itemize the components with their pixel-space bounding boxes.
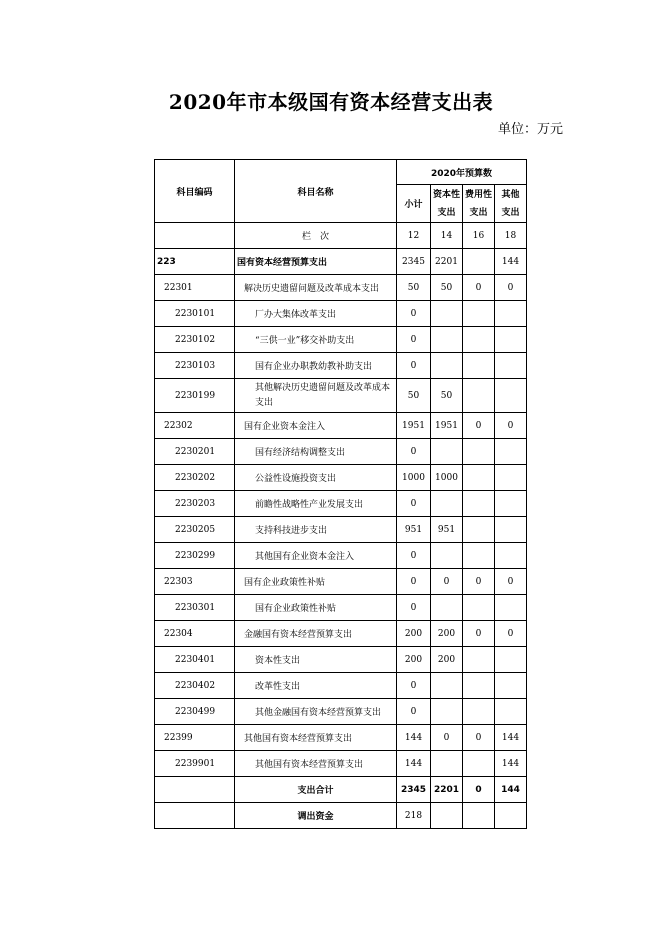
transfer-row-name: 调出资金 (235, 803, 397, 829)
page-title: 2020年市本级国有资本经营支出表 (168, 90, 494, 114)
row-capital: 200 (431, 621, 463, 647)
header-other (495, 185, 527, 223)
table-row (155, 327, 527, 353)
row-expense (463, 517, 495, 543)
row-subtotal: 0 (397, 327, 431, 353)
column-index-c1: 12 (397, 223, 431, 249)
header-capital-line2: 支出 (437, 207, 456, 218)
transfer-row-expense (463, 803, 495, 829)
total-row-capital: 2201 (431, 777, 463, 803)
row-subtotal: 50 (397, 379, 431, 413)
column-index-code (155, 223, 235, 249)
row-other (495, 439, 527, 465)
row-other: 0 (495, 413, 527, 439)
row-expense: 0 (463, 621, 495, 647)
row-other (495, 353, 527, 379)
table-row (155, 379, 527, 413)
row-code: 22301 (155, 275, 235, 301)
row-expense (463, 673, 495, 699)
header-capital (431, 185, 463, 223)
row-other (495, 379, 527, 413)
row-name: 国有经济结构调整支出 (235, 439, 397, 465)
row-name: 其他国有资本经营预算支出 (235, 751, 397, 777)
row-name: 金融国有资本经营预算支出 (235, 621, 397, 647)
header-expense-line2: 支出 (469, 207, 488, 218)
row-name: 国有企业政策性补贴 (235, 569, 397, 595)
header-row-1 (155, 160, 527, 185)
row-name: 其他解决历史遗留问题及改革成本支出 (235, 379, 397, 413)
row-subtotal: 0 (397, 439, 431, 465)
row-subtotal: 1000 (397, 465, 431, 491)
row-name: 公益性设施投资支出 (235, 465, 397, 491)
row-other: 144 (495, 249, 527, 275)
row-expense (463, 249, 495, 275)
row-subtotal: 0 (397, 569, 431, 595)
column-index-c4: 18 (495, 223, 527, 249)
row-capital (431, 439, 463, 465)
row-subtotal: 0 (397, 673, 431, 699)
row-other (495, 699, 527, 725)
row-capital (431, 491, 463, 517)
column-index-label: 栏 次 (235, 223, 397, 249)
row-other (495, 465, 527, 491)
transfer-row-subtotal: 218 (397, 803, 431, 829)
row-other (495, 595, 527, 621)
table-row (155, 595, 527, 621)
row-capital (431, 751, 463, 777)
row-subtotal: 200 (397, 621, 431, 647)
row-code: 2230301 (155, 595, 235, 621)
row-name: 国有企业资本金注入 (235, 413, 397, 439)
row-capital: 0 (431, 725, 463, 751)
row-expense: 0 (463, 725, 495, 751)
row-subtotal: 0 (397, 595, 431, 621)
row-expense (463, 301, 495, 327)
row-expense (463, 543, 495, 569)
row-name: 解决历史遗留问题及改革成本支出 (235, 275, 397, 301)
table-row (155, 517, 527, 543)
row-subtotal: 0 (397, 353, 431, 379)
row-name: “三供一业”移交补助支出 (235, 327, 397, 353)
row-capital (431, 673, 463, 699)
row-capital (431, 699, 463, 725)
row-expense (463, 353, 495, 379)
row-other (495, 491, 527, 517)
row-code: 2230499 (155, 699, 235, 725)
row-code: 2230102 (155, 327, 235, 353)
row-expense: 0 (463, 569, 495, 595)
table-row (155, 439, 527, 465)
row-expense (463, 647, 495, 673)
table-row (155, 647, 527, 673)
row-name: 资本性支出 (235, 647, 397, 673)
row-other: 0 (495, 569, 527, 595)
row-other (495, 543, 527, 569)
row-other (495, 517, 527, 543)
transfer-row-code (155, 803, 235, 829)
row-expense (463, 327, 495, 353)
row-expense (463, 491, 495, 517)
table-row (155, 275, 527, 301)
row-subtotal: 0 (397, 543, 431, 569)
header-other-line2: 支出 (501, 207, 520, 218)
transfer-row (155, 803, 527, 829)
budget-table (154, 159, 527, 829)
row-capital (431, 353, 463, 379)
row-name: 改革性支出 (235, 673, 397, 699)
row-subtotal: 951 (397, 517, 431, 543)
header-name: 科目名称 (235, 160, 397, 223)
table-row (155, 699, 527, 725)
table-row (155, 621, 527, 647)
row-name: 支持科技进步支出 (235, 517, 397, 543)
row-subtotal: 144 (397, 751, 431, 777)
row-code: 2239901 (155, 751, 235, 777)
table-row (155, 413, 527, 439)
table-row (155, 673, 527, 699)
row-code: 2230201 (155, 439, 235, 465)
row-expense (463, 439, 495, 465)
row-code: 2230299 (155, 543, 235, 569)
table-row (155, 249, 527, 275)
table-row (155, 353, 527, 379)
table-row (155, 301, 527, 327)
row-subtotal: 1951 (397, 413, 431, 439)
total-row-expense: 0 (463, 777, 495, 803)
row-subtotal: 200 (397, 647, 431, 673)
row-code: 2230199 (155, 379, 235, 413)
header-budget-group: 2020年预算数 (397, 160, 527, 185)
total-row-other: 144 (495, 777, 527, 803)
row-capital: 1000 (431, 465, 463, 491)
row-other: 144 (495, 725, 527, 751)
column-index-c3: 16 (463, 223, 495, 249)
table-row (155, 543, 527, 569)
row-other (495, 327, 527, 353)
header-subtotal: 小计 (397, 185, 431, 223)
row-capital: 2201 (431, 249, 463, 275)
row-capital (431, 595, 463, 621)
table-row (155, 465, 527, 491)
row-code: 2230203 (155, 491, 235, 517)
row-expense (463, 595, 495, 621)
row-subtotal: 144 (397, 725, 431, 751)
row-code: 22304 (155, 621, 235, 647)
table-row (155, 751, 527, 777)
row-subtotal: 0 (397, 301, 431, 327)
row-capital: 951 (431, 517, 463, 543)
row-other: 0 (495, 621, 527, 647)
row-code: 223 (155, 249, 235, 275)
row-capital: 1951 (431, 413, 463, 439)
row-other (495, 647, 527, 673)
row-name: 其他国有资本经营预算支出 (235, 725, 397, 751)
header-expense-line1: 费用性 (465, 189, 493, 200)
row-capital: 200 (431, 647, 463, 673)
row-name: 国有资本经营预算支出 (235, 249, 397, 275)
row-code: 22302 (155, 413, 235, 439)
row-name: 国有企业政策性补贴 (235, 595, 397, 621)
row-subtotal: 2345 (397, 249, 431, 275)
row-code: 2230101 (155, 301, 235, 327)
row-code: 2230205 (155, 517, 235, 543)
row-name: 国有企业办职教幼教补助支出 (235, 353, 397, 379)
unit-label: 单位：万元 (498, 122, 564, 137)
row-code: 2230401 (155, 647, 235, 673)
row-capital (431, 543, 463, 569)
total-row-name: 支出合计 (235, 777, 397, 803)
table-row (155, 725, 527, 751)
row-code: 2230402 (155, 673, 235, 699)
row-subtotal: 0 (397, 699, 431, 725)
row-capital (431, 327, 463, 353)
row-code: 2230202 (155, 465, 235, 491)
row-subtotal: 0 (397, 491, 431, 517)
row-other (495, 673, 527, 699)
row-capital: 50 (431, 379, 463, 413)
header-code: 科目编码 (155, 160, 235, 223)
header-other-line1: 其他 (501, 189, 520, 200)
row-code: 2230103 (155, 353, 235, 379)
column-index-row (155, 223, 527, 249)
total-row-code (155, 777, 235, 803)
row-capital (431, 301, 463, 327)
row-capital: 50 (431, 275, 463, 301)
table-row (155, 491, 527, 517)
row-code: 22399 (155, 725, 235, 751)
row-other: 0 (495, 275, 527, 301)
transfer-row-capital (431, 803, 463, 829)
row-other (495, 301, 527, 327)
transfer-row-other (495, 803, 527, 829)
row-capital: 0 (431, 569, 463, 595)
row-name: 其他国有企业资本金注入 (235, 543, 397, 569)
row-expense (463, 379, 495, 413)
column-index-c2: 14 (431, 223, 463, 249)
table-row (155, 569, 527, 595)
row-name: 厂办大集体改革支出 (235, 301, 397, 327)
total-row (155, 777, 527, 803)
row-expense (463, 465, 495, 491)
row-other: 144 (495, 751, 527, 777)
header-capital-line1: 资本性 (433, 189, 461, 200)
row-code: 22303 (155, 569, 235, 595)
row-subtotal: 50 (397, 275, 431, 301)
row-expense (463, 699, 495, 725)
row-expense: 0 (463, 275, 495, 301)
row-expense (463, 751, 495, 777)
row-name: 其他金融国有资本经营预算支出 (235, 699, 397, 725)
row-name: 前瞻性战略性产业发展支出 (235, 491, 397, 517)
header-expense (463, 185, 495, 223)
row-expense: 0 (463, 413, 495, 439)
total-row-subtotal: 2345 (397, 777, 431, 803)
